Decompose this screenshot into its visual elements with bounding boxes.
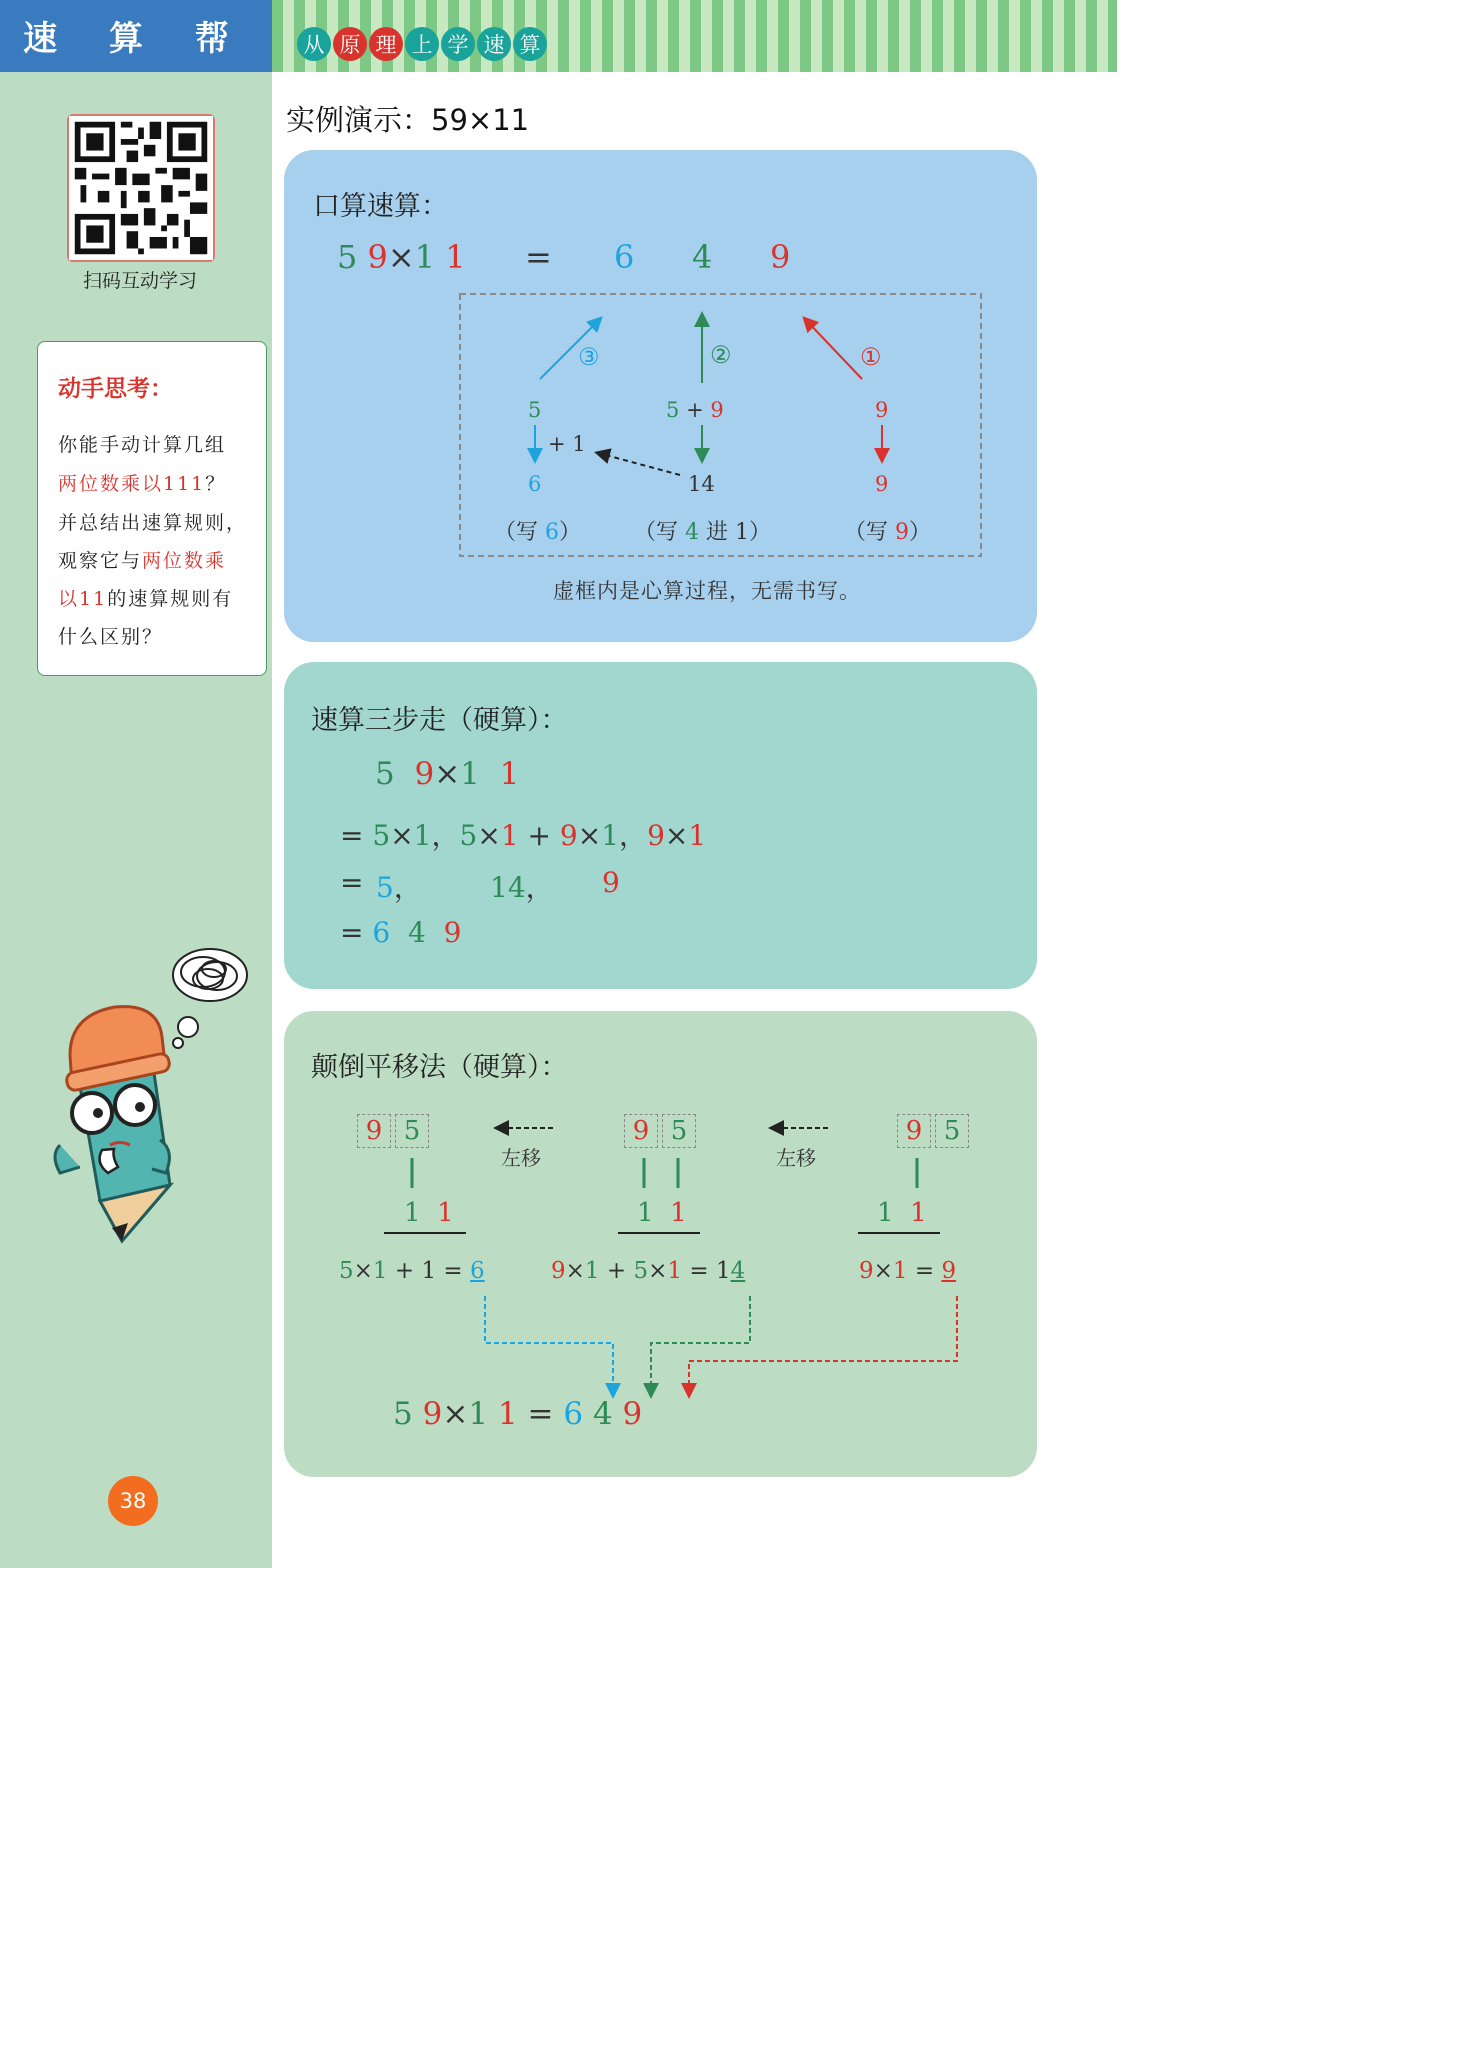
tagline-char: 学	[447, 33, 469, 57]
panel1-eq-sign: =	[525, 238, 552, 276]
panel2-title: 速算三步走（硬算）：	[311, 705, 568, 736]
ones-row-3: 1 1	[877, 1198, 927, 1228]
tagline-char: 原	[339, 33, 361, 57]
calc-tens: 9×1 + 5×1 = 14	[551, 1258, 746, 1284]
think-title: 动手思考：	[58, 376, 173, 402]
final-equation: 5 9×1 1 = 6 4 9	[393, 1396, 643, 1432]
tagline-char: 速	[483, 33, 505, 57]
think-line: 以11的速算规则有	[58, 588, 234, 610]
note-middle: （写 4 进 1）	[634, 520, 772, 545]
think-line: 两位数乘以111？	[58, 473, 227, 495]
shift-left-label-1: 左移	[501, 1146, 541, 1170]
panel1-title: 口算速算：	[313, 191, 448, 222]
digit-boxes-2: 9 5	[624, 1114, 698, 1148]
panel1-result-ones: 9	[770, 238, 791, 276]
step1-label: ①	[860, 343, 882, 371]
think-line: 并总结出速算规则，	[58, 512, 248, 534]
think-line: 观察它与两位数乘	[58, 550, 227, 572]
panel2-line2-eq: =	[340, 866, 364, 899]
calc-hundreds: 5×1 + 1 = 6	[339, 1258, 485, 1284]
mid-bottom-value: 14	[688, 472, 715, 496]
page-number: 38	[108, 1476, 158, 1526]
panel2-line3: = 6 4 9	[340, 916, 462, 949]
note-right: （写 9）	[844, 520, 932, 545]
note-left: （写 6）	[494, 520, 582, 545]
plus-one: + 1	[548, 432, 586, 456]
left-top-digit: 5	[528, 398, 542, 422]
right-bottom-digit: 9	[875, 472, 889, 496]
think-line: 什么区别？	[58, 626, 164, 648]
pencil-mascot	[40, 945, 255, 1260]
right-top-digit: 9	[875, 398, 889, 422]
panel1-result-tens: 4	[692, 238, 713, 276]
tagline-char: 算	[519, 33, 541, 57]
panel2-line0: 5 9×1 1	[375, 756, 520, 792]
ones-row-1: 1 1	[404, 1198, 454, 1228]
qr-code-icon	[69, 116, 213, 260]
panel3-title: 颠倒平移法（硬算）：	[311, 1052, 568, 1083]
arrow-step1	[805, 319, 862, 379]
qr-label: 扫码互动学习	[82, 270, 197, 292]
shift-left-label-2: 左移	[776, 1146, 816, 1170]
digit-boxes-1: 9 5	[357, 1114, 431, 1148]
ones-row-2: 1 1	[637, 1198, 687, 1228]
brand-title: 速 算 帮	[0, 0, 272, 72]
tagline	[296, 26, 556, 62]
panel1-footnote: 虚框内是心算过程，无需书写。	[553, 579, 861, 603]
mid-sum: 5 + 9	[666, 398, 724, 422]
panel2-line2-v3: 9	[602, 866, 620, 899]
calc-ones: 9×1 = 9	[859, 1258, 957, 1284]
panel2-line1: = 5×1，5×1 + 9×1，9×1	[340, 819, 707, 852]
example-heading: 实例演示：59×11	[286, 103, 530, 137]
tagline-char: 理	[375, 33, 397, 57]
panel1-result-hundreds: 6	[614, 238, 635, 276]
tagline-char: 从	[303, 33, 325, 57]
tagline-bubbles	[296, 26, 556, 62]
step2-label: ②	[710, 341, 732, 369]
panel1-equation: 5 9×1 1	[337, 238, 466, 276]
tagline-char: 上	[411, 33, 433, 57]
step3-label: ③	[578, 343, 600, 371]
left-bottom-digit: 6	[528, 472, 542, 496]
qr-code[interactable]	[67, 114, 215, 262]
digit-boxes-3: 9 5	[897, 1114, 971, 1148]
think-line: 你能手动计算几组	[58, 434, 227, 456]
panel2-line2-v1: 5，	[376, 871, 422, 904]
panel2-line2-v2: 14，	[490, 871, 554, 904]
carry-arrow	[598, 453, 680, 475]
